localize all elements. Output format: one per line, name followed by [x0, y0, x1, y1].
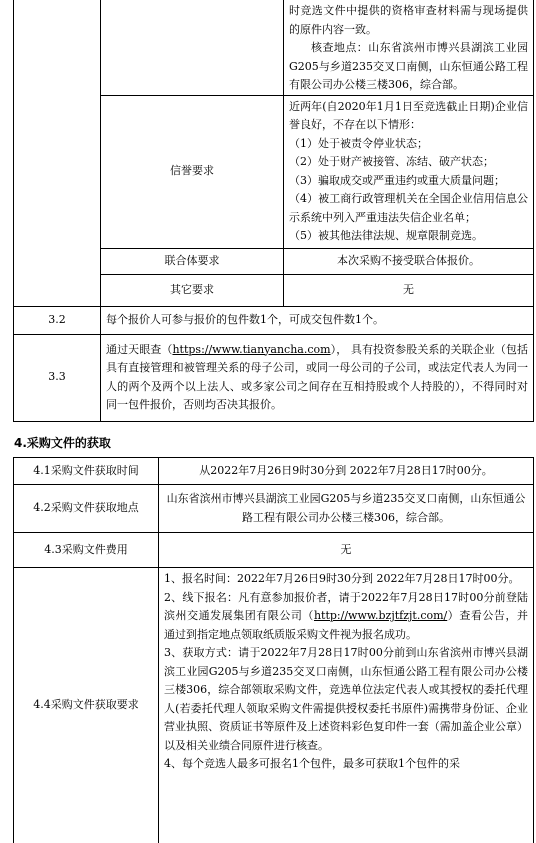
r32-text: 每个报价人可参与报价的包件数1个，可成交包件数1个。	[101, 306, 534, 334]
row-number: 3.3	[14, 334, 101, 421]
blank-cell	[14, 248, 101, 274]
table-row	[14, 533, 534, 568]
req-2-post: ）查看公告，并通过到指定地点领取纸质版采购文件视为报名成功。	[164, 609, 529, 641]
blank-cell	[14, 95, 101, 248]
tianyancha-link[interactable]: https://www.tianyancha.com	[172, 342, 331, 356]
credit-intro: 近两年(自2020年1月1日至竞选截止日期)企业信誉良好，不存在以下情形：	[289, 99, 528, 131]
table-row	[14, 306, 534, 334]
r33-text	[101, 334, 534, 421]
table-row	[14, 248, 534, 274]
table-row	[14, 334, 534, 421]
inspection-cell	[284, 0, 534, 95]
consortium-label: 联合体要求	[101, 248, 284, 274]
credit-item: （2）处于财产被接管、冻结、破产状态；	[289, 155, 494, 168]
req-2	[164, 589, 528, 645]
row-number: 3.2	[14, 306, 101, 334]
blank-cell	[14, 274, 101, 306]
credit-label: 信誉要求	[101, 95, 284, 248]
credit-item: （5）被其他法律法规、规章限制竞选。	[289, 229, 483, 242]
row-value: 山东省滨州市博兴县湖滨工业园G205与乡道235交叉口南侧，山东恒通公路工程有限公司办公楼三楼306，综合部。	[159, 485, 534, 533]
r33-post: ）， 具有投资参股关系的关联企业（包括具有直接管理和被管理关系的母子公司，或同一母公司的子公司，或法定代表人为同一人的两个及两个以上法人、或多家公司之间存在互相持股或个人持股的），不得同时对同一包件报价，否则均否决其报价。	[106, 342, 528, 411]
credit-item: （4）被工商行政管理机关在全国企业信用信息公示系统中列入严重违法失信企业名单；	[289, 192, 528, 224]
requirements-cell	[159, 568, 534, 843]
req-2-pre: 2、线下报名：凡有意参加报价者，请于2022年7月28日17时00分前登陆滨州交通发展集团有限公司（	[164, 590, 528, 622]
other-label: 其它要求	[101, 274, 284, 306]
table-row	[14, 568, 534, 843]
inspection-location: 核查地点：山东省滨州市博兴县湖滨工业园G205与乡道235交叉口南侧，山东恒通公路工程有限公司办公楼三楼306，综合部。	[289, 41, 528, 91]
blank-cell	[101, 0, 284, 95]
req-4: 4、每个竞选人最多可报名1个包件，最多可获取1个包件的采	[164, 757, 460, 770]
consortium-value: 本次采购不接受联合体报价。	[284, 248, 534, 274]
table-row	[14, 458, 534, 485]
credit-cell	[284, 95, 534, 248]
procurement-table	[13, 457, 534, 843]
section-title: 4.采购文件的获取	[14, 436, 111, 450]
blank-cell	[14, 0, 101, 95]
other-value: 无	[284, 274, 534, 306]
row-label: 4.3采购文件费用	[14, 533, 159, 568]
row-value: 无	[159, 533, 534, 568]
row-label: 4.1采购文件获取时间	[14, 458, 159, 485]
row-label: 4.2采购文件获取地点	[14, 485, 159, 533]
table-row	[14, 485, 534, 533]
credit-item: （1）处于被责令停业状态；	[289, 136, 428, 150]
qualification-table	[13, 0, 534, 422]
credit-item: （3）骗取成交或严重违约或重大质量问题；	[289, 173, 505, 187]
table-row	[14, 274, 534, 306]
r33-pre: 通过天眼查（	[106, 342, 173, 356]
bzjtfzjt-link[interactable]: http://www.bzjtfzjt.com/	[313, 609, 448, 622]
inspection-text: 时竞选文件中提供的资格审查材料需与现场提供的原件内容一致。	[289, 4, 528, 36]
row-value: 从2022年7月26日9时30分到 2022年7月28日17时00分。	[159, 458, 534, 485]
req-3: 3、获取方式：请于2022年7月28日17时00分前到山东省滨州市博兴县湖滨工业园G205与乡道235交叉口南侧，山东恒通公路工程有限公司办公楼三楼306，综合部领取采购文件，竞选单位法定代表人或其授权的委托代理人(若委托代理人领取采购文件需提供授权委托书原件)需携带身份证、企业营业执照、资质证书等原件及上述资料彩色复印件一套（需加盖企业公章）以及相关业绩合同原件进行核查。	[164, 646, 528, 752]
row-label: 4.4采购文件获取要求	[14, 568, 159, 843]
table-row	[14, 95, 534, 248]
table-row	[14, 0, 534, 95]
req-1: 1、报名时间：2022年7月26日9时30分到 2022年7月28日17时00分。	[164, 572, 520, 585]
